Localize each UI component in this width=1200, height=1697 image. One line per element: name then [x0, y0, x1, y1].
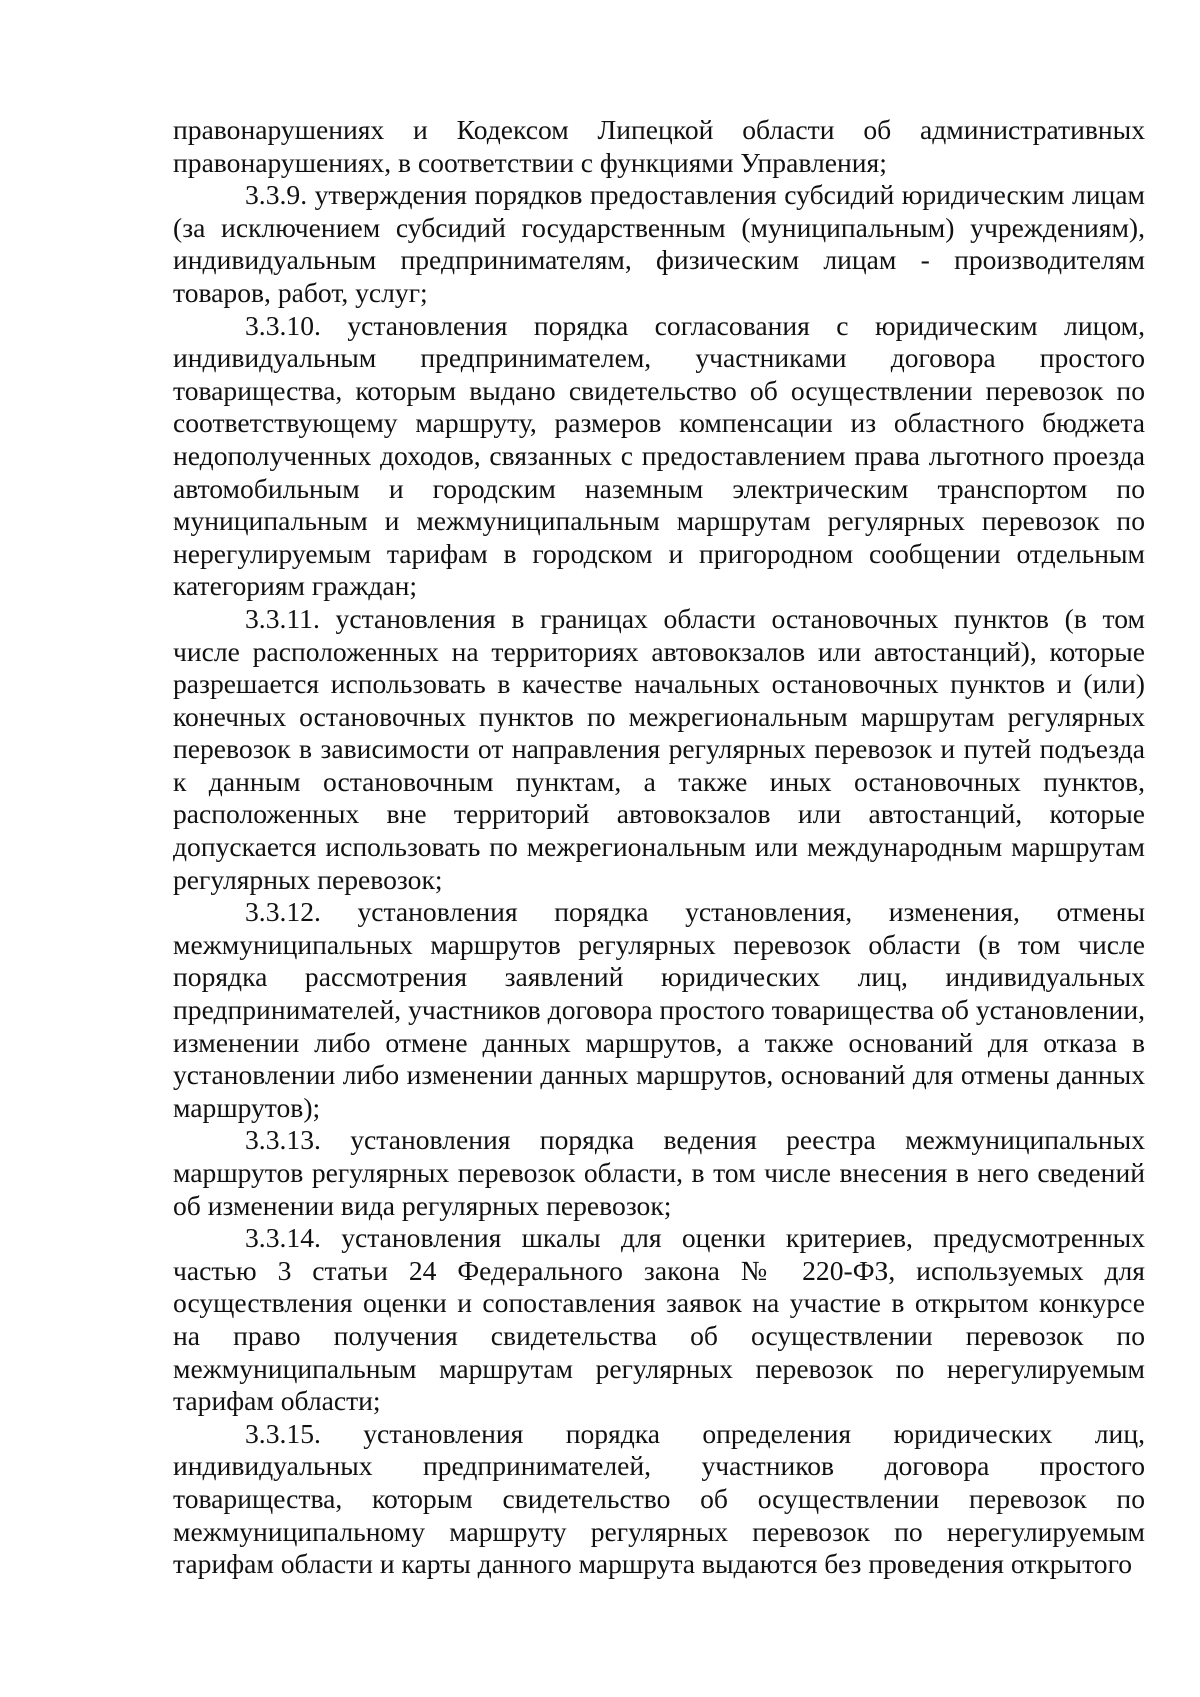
paragraph-3-3-14: 3.3.14. установления шкалы для оценки критериев, предусмотренных частью 3 статьи 24 Федерального закона № 220-ФЗ, используемых для осуществления оценки и сопоставления заявок на участие в открытом конкурсе на право получения свидетельства об осуществлении перевозок по межмуниципальным маршрутам регулярных перевозок по нерегулируемым тарифам области; — [173, 1222, 1145, 1417]
paragraph-3-3-11: 3.3.11. установления в границах области остановочных пунктов (в том числе расположенных на территориях автовокзалов или автостанций), которые разрешается использовать в качестве начальных остановочных пунктов и (или) конечных остановочных пунктов по межрегиональным маршрутам регулярных перевозок в зависимости от направления регулярных перевозок и путей подъезда к данным остановочным пунктам, а также иных остановочных пунктов, расположенных вне территорий автовокзалов или автостанций, которые допускается использовать по межрегиональным или международным маршрутам регулярных перевозок; — [173, 602, 1145, 895]
paragraph-3-3-12: 3.3.12. установления порядка установления, изменения, отмены межмуниципальных маршрутов регулярных перевозок области (в том числе порядка рассмотрения заявлений юридических лиц, индивидуальных предпринимателей, участников договора простого товарищества об установлении, изменении либо отмене данных маршрутов, а также оснований для отказа в установлении либо изменении данных маршрутов, оснований для отмены данных маршрутов); — [173, 896, 1145, 1123]
document-body — [173, 114, 1145, 1581]
paragraph-3-3-15: 3.3.15. установления порядка определения юридических лиц, индивидуальных предпринимателей, участников договора простого товарищества, которым свидетельство об осуществлении перевозок по межмуниципальному маршруту регулярных перевозок по нерегулируемым тарифам области и карты данного маршрута выдаются без проведения открытого — [173, 1417, 1145, 1580]
paragraph-continuation: правонарушениях и Кодексом Липецкой области об административных правонарушениях, в соответствии с функциями Управления; — [173, 114, 1145, 178]
paragraph-3-3-10: 3.3.10. установления порядка согласования с юридическим лицом, индивидуальным предпринимателем, участниками договора простого товарищества, которым выдано свидетельство об осуществлении перевозок по соответствующему маршруту, размеров компенсации из областного бюджета недополученных доходов, связанных с предоставлением права льготного проезда автомобильным и городским наземным электрическим транспортом по муниципальным и межмуниципальным маршрутам регулярных перевозок по нерегулируемым тарифам в городском и пригородном сообщении отдельным категориям граждан; — [173, 309, 1145, 602]
paragraph-3-3-9: 3.3.9. утверждения порядков предоставления субсидий юридическим лицам (за исключением субсидий государственным (муниципальным) учреждениям), индивидуальным предпринимателям, физическим лицам - производителям товаров, работ, услуг; — [173, 179, 1145, 308]
paragraph-3-3-13: 3.3.13. установления порядка ведения реестра межмуниципальных маршрутов регулярных перевозок области, в том числе внесения в него сведений об изменении вида регулярных перевозок; — [173, 1124, 1145, 1221]
